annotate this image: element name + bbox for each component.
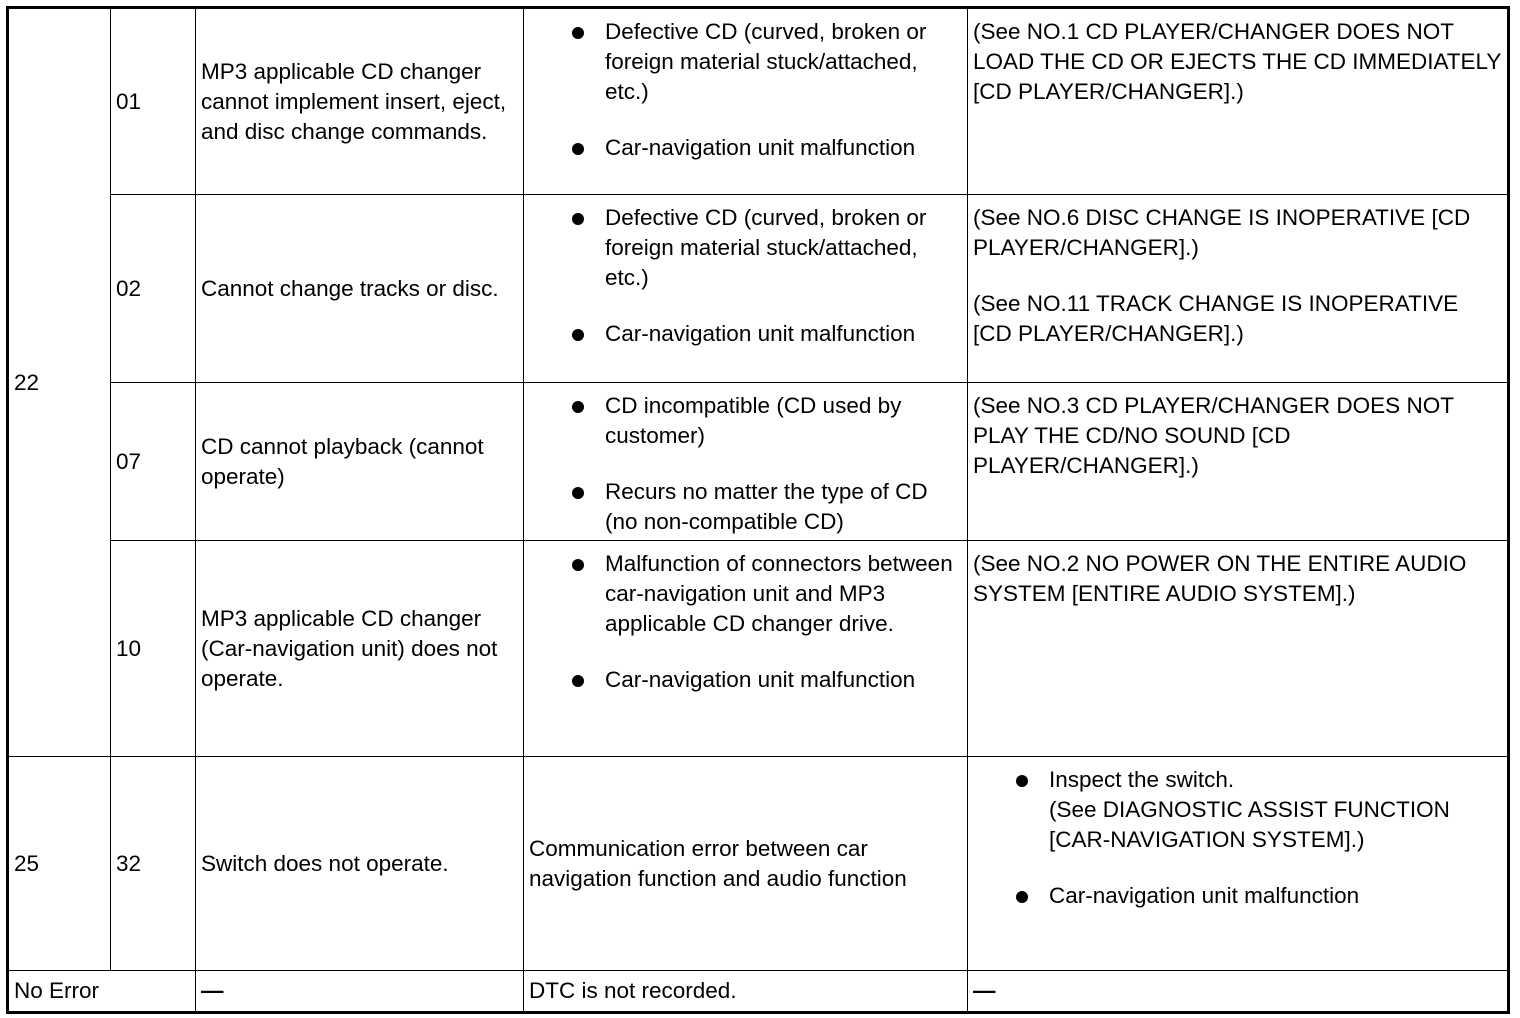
table-row	[8, 971, 1509, 1013]
dtc-sub-code: 32	[116, 850, 142, 876]
dtc-sub-code-cell	[111, 757, 196, 971]
dtc-sub-code-cell	[111, 541, 196, 757]
dtc-sub-code-cell	[111, 383, 196, 541]
cause-cell	[524, 971, 968, 1013]
cause-cell	[524, 757, 968, 971]
bullet-icon	[572, 487, 584, 499]
remedy-cell	[968, 8, 1509, 195]
remedy-cell	[968, 971, 1509, 1013]
bullet-icon	[572, 329, 584, 341]
symptom-cell	[196, 383, 524, 541]
cause-text: Car-navigation unit malfunction	[605, 321, 916, 346]
bullet-icon	[572, 143, 584, 155]
remedy-text: (See NO.3 CD PLAYER/CHANGER DOES NOT PLAY THE CD/NO SOUND [CD PLAYER/CHANGER].)	[973, 393, 1454, 478]
dtc-sub-code-cell	[111, 8, 196, 195]
list-item	[529, 665, 962, 695]
cause-text: Recurs no matter the type of CD (no non-compatible CD)	[605, 479, 928, 534]
dtc-code: No Error	[14, 978, 100, 1003]
cause-text: CD incompatible (CD used by customer)	[605, 393, 902, 448]
page-wrapper	[6, 6, 1507, 1014]
table-row	[8, 757, 1509, 971]
dtc-sub-code: 01	[116, 88, 142, 114]
remedy-text: Car-navigation unit malfunction	[1049, 883, 1360, 908]
symptom-text: MP3 applicable CD changer (Car-navigation unit) does not operate.	[201, 605, 498, 691]
symptom-text: MP3 applicable CD changer cannot implement insert, eject, and disc change commands.	[201, 58, 507, 144]
cause-list	[529, 203, 962, 349]
remedy-text: —	[973, 978, 996, 1003]
list-item	[529, 17, 962, 107]
bullet-icon	[1016, 775, 1028, 787]
dtc-code: 25	[14, 850, 40, 876]
remedy-cell	[968, 541, 1509, 757]
table-row	[8, 195, 1509, 383]
list-item	[529, 203, 962, 293]
symptom-cell	[196, 757, 524, 971]
bullet-icon	[572, 27, 584, 39]
symptom-text: —	[201, 978, 224, 1003]
dtc-code: 22	[14, 369, 40, 395]
cause-cell	[524, 541, 968, 757]
remedy-text: (See NO.1 CD PLAYER/CHANGER DOES NOT LOAD THE CD OR EJECTS THE CD IMMEDIATELY [CD PLAYER/CHANGER].)	[973, 19, 1502, 104]
bullet-icon	[572, 213, 584, 225]
list-item	[973, 765, 1502, 795]
remedy-list	[973, 881, 1502, 911]
cause-text: Car-navigation unit malfunction	[605, 135, 916, 160]
symptom-cell	[196, 541, 524, 757]
cause-list	[529, 549, 962, 695]
remedy-text: (See NO.2 NO POWER ON THE ENTIRE AUDIO SYSTEM [ENTIRE AUDIO SYSTEM].)	[973, 551, 1467, 606]
remedy-cell	[968, 383, 1509, 541]
remedy-cell	[968, 757, 1509, 971]
table-row	[8, 383, 1509, 541]
symptom-text: CD cannot playback (cannot operate)	[201, 433, 484, 489]
cause-cell	[524, 195, 968, 383]
cause-cell	[524, 383, 968, 541]
symptom-cell	[196, 195, 524, 383]
remedy-note: (See DIAGNOSTIC ASSIST FUNCTION [CAR-NAVIGATION SYSTEM].)	[1049, 797, 1450, 852]
remedy-text: (See NO.11 TRACK CHANGE IS INOPERATIVE [CD PLAYER/CHANGER].)	[973, 291, 1459, 346]
dtc-sub-code-cell	[111, 195, 196, 383]
cause-text: Malfunction of connectors between car-navigation unit and MP3 applicable CD changer drive.	[605, 551, 953, 636]
cause-cell	[524, 8, 968, 195]
remedy-list	[973, 765, 1502, 795]
bullet-icon	[572, 675, 584, 687]
dtc-code-cell	[8, 971, 196, 1013]
bullet-icon	[1016, 891, 1028, 903]
remedy-text: (See NO.6 DISC CHANGE IS INOPERATIVE [CD PLAYER/CHANGER].)	[973, 205, 1471, 260]
table-row	[8, 8, 1509, 195]
cause-text: Defective CD (curved, broken or foreign material stuck/attached, etc.)	[605, 19, 927, 104]
cause-list	[529, 17, 962, 163]
cause-text: DTC is not recorded.	[529, 978, 737, 1003]
symptom-text: Cannot change tracks or disc.	[201, 275, 499, 301]
remedy-text: Inspect the switch.	[1049, 767, 1235, 792]
remedy-cell	[968, 195, 1509, 383]
cause-text: Communication error between car navigation function and audio function	[529, 835, 907, 891]
symptom-cell	[196, 971, 524, 1013]
dtc-sub-code: 07	[116, 448, 142, 474]
symptom-cell	[196, 8, 524, 195]
list-item	[529, 133, 962, 163]
list-item	[529, 549, 962, 639]
list-item	[529, 319, 962, 349]
table-row	[8, 541, 1509, 757]
cause-text: Car-navigation unit malfunction	[605, 667, 916, 692]
bullet-icon	[572, 401, 584, 413]
dtc-table	[6, 6, 1510, 1014]
list-item	[973, 881, 1502, 911]
dtc-sub-code: 02	[116, 275, 142, 301]
dtc-code-cell	[8, 757, 111, 971]
cause-text: Defective CD (curved, broken or foreign material stuck/attached, etc.)	[605, 205, 927, 290]
list-item	[529, 477, 962, 537]
symptom-text: Switch does not operate.	[201, 850, 449, 876]
dtc-sub-code: 10	[116, 635, 142, 661]
dtc-code-cell	[8, 8, 111, 757]
cause-list	[529, 391, 962, 537]
list-item	[529, 391, 962, 451]
bullet-icon	[572, 559, 584, 571]
